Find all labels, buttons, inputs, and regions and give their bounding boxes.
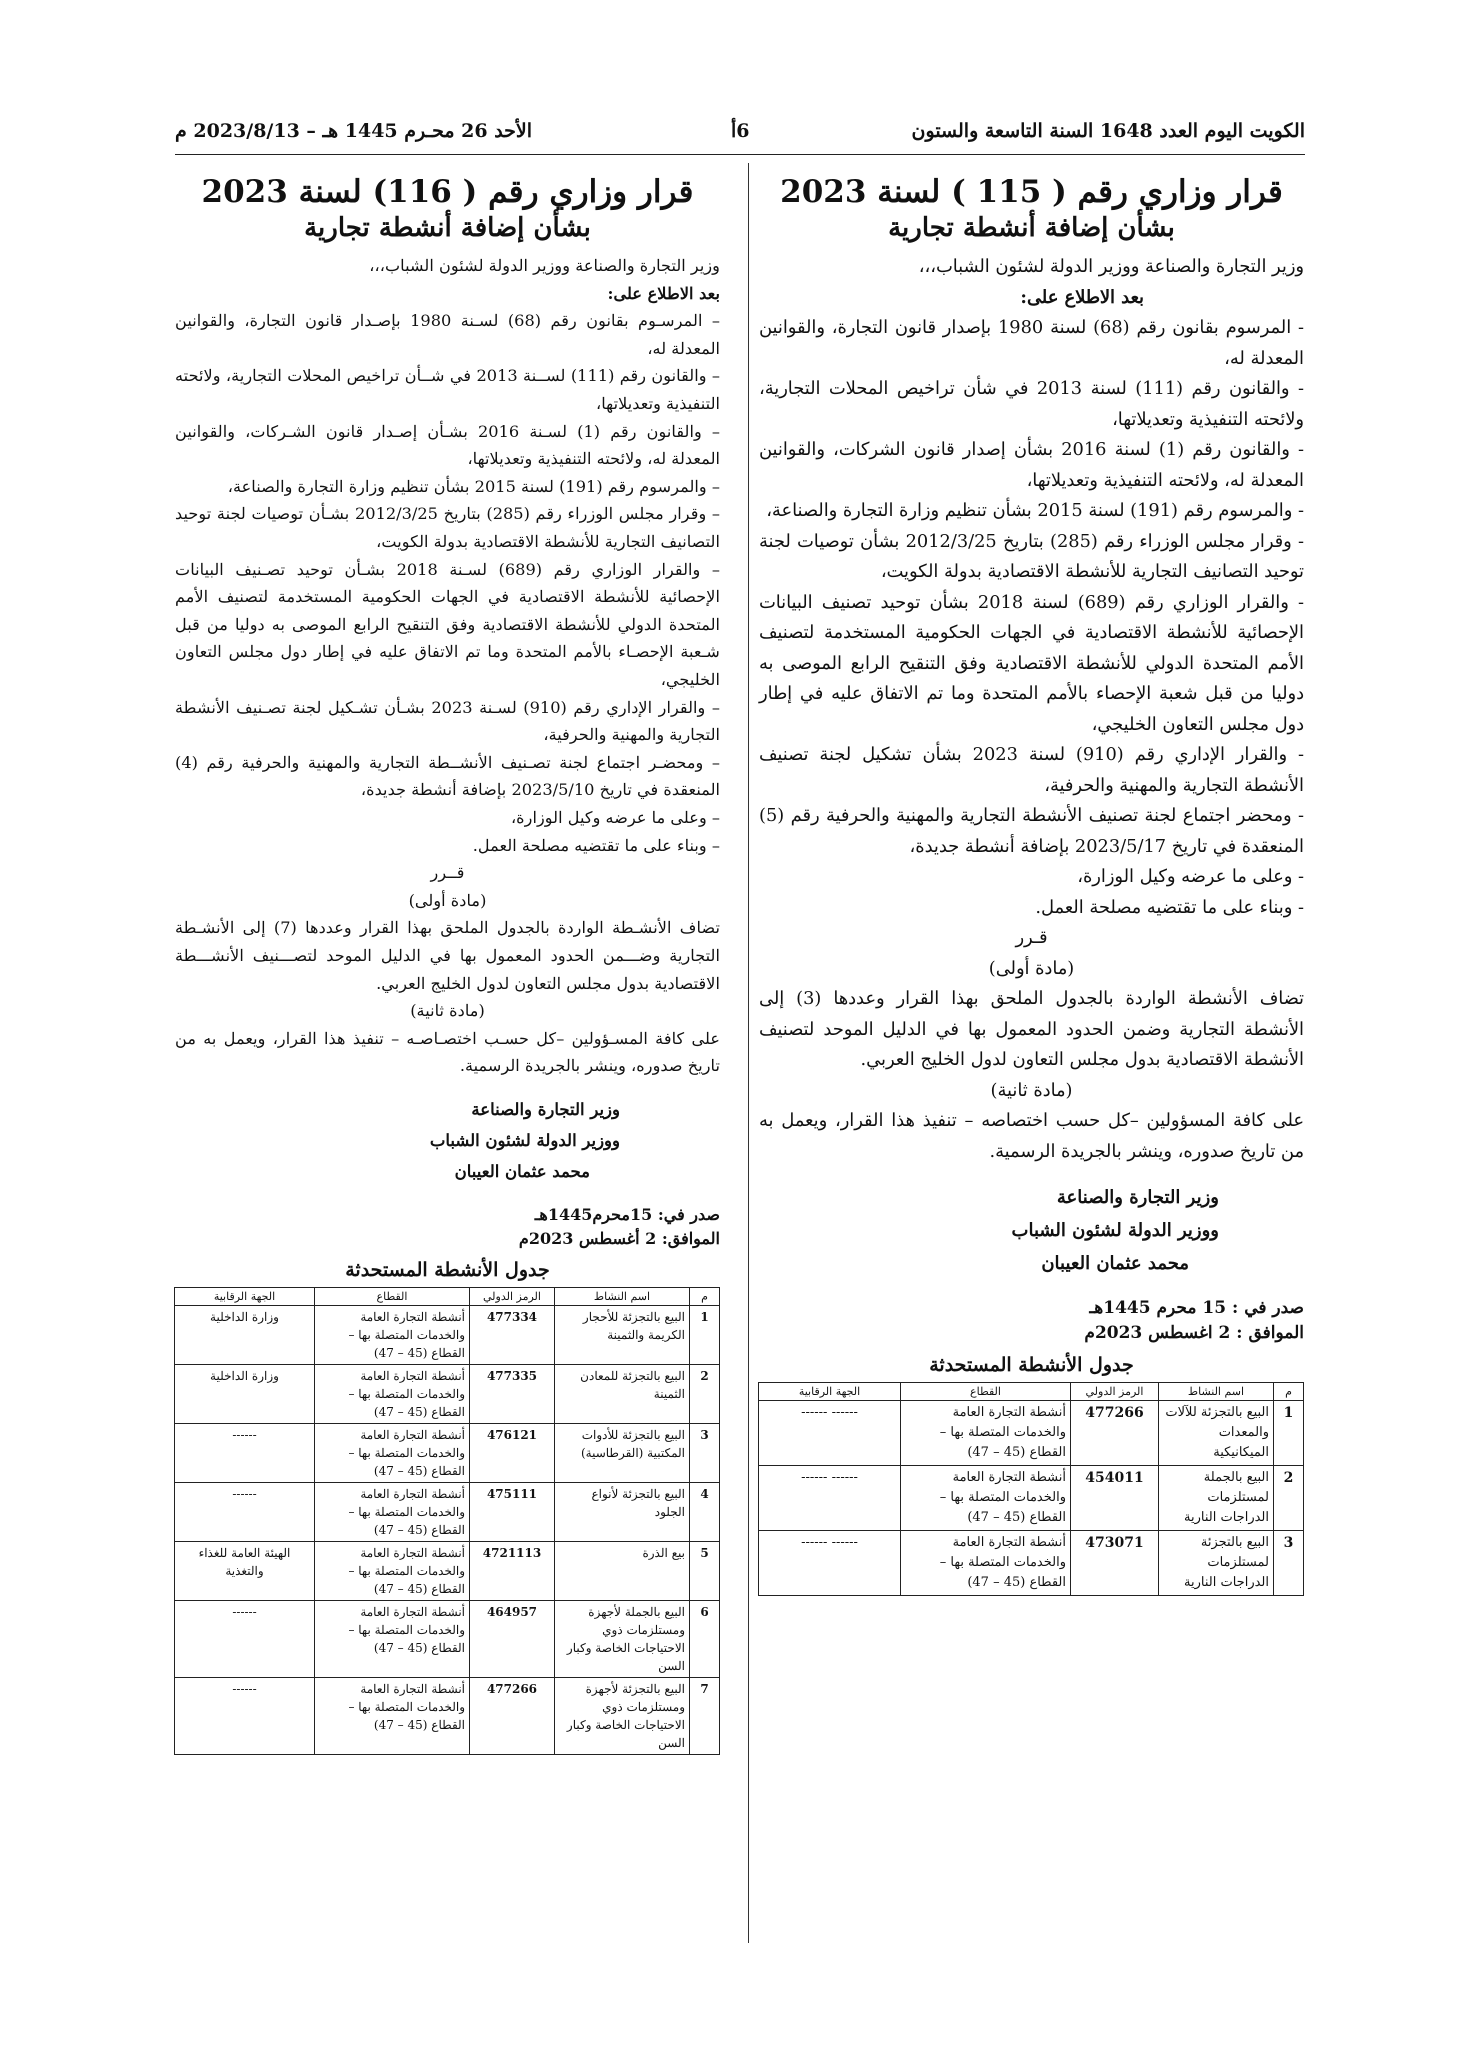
preamble-item: – وبناء على ما تقتضيه مصلحة العمل. bbox=[472, 835, 720, 855]
regulator: ------ ------ bbox=[759, 1531, 901, 1596]
signature-block bbox=[175, 1094, 720, 1187]
sector: أنشطة التجارة العامة والخدمات المتصلة بها – القطاع (45 – 47) bbox=[315, 1482, 470, 1541]
activities-table bbox=[174, 1287, 720, 1755]
activity-name: البيع بالتجزئة لأنواع الجلود bbox=[555, 1482, 690, 1541]
page-header bbox=[175, 118, 1305, 155]
regulator: ------ bbox=[175, 1677, 315, 1754]
issued-hijri: صدر في : 15 محرم 1445هـ bbox=[1089, 1298, 1304, 1319]
article-1-text: تضاف الأنشطة الواردة بالجدول الملحق بهذا القرار وعددها (3) إلى الأنشطة التجارية وضمن الحدود المعمول بها في الدليل الموحد لتصنيف الأنشطة الاقتصادية بدول مجلس التعاون لدول الخليج العربي. bbox=[759, 988, 1304, 1071]
signature-name: محمد عثمان العيبان bbox=[454, 1161, 590, 1181]
intl-code: 477266 bbox=[470, 1677, 555, 1754]
activities-table bbox=[758, 1382, 1304, 1596]
sector: أنشطة التجارة العامة والخدمات المتصلة بها – القطاع (45 – 47) bbox=[901, 1401, 1071, 1466]
decision-115 bbox=[759, 172, 1304, 1596]
signature-line: ووزير الدولة لشئون الشباب bbox=[429, 1130, 620, 1150]
preamble-item: – والقرار الوزاري رقم (689) لسـنة 2018 بشـأن توحيد تصـنيف البيانات الإحصائية للأنشطة الاقتصادية في الجهات الحكومية المستخدمة لتصنيف الأمم المتحدة الدولي للأنشطة الاقتصادية وفق التنقيح الرابع الموصى به دوليا من قبل شـعبة الإحصـاء بالأمم المتحدة وما تم الاتفاق عليه في إطار دول مجلس التعاون الخليجي، bbox=[175, 559, 720, 689]
activity-name: البيع بالتجزئة للأدوات المكتبية (القرطاسية) bbox=[555, 1423, 690, 1482]
preamble-item: - والقانون رقم (1) لسنة 2016 بشأن إصدار قانون الشركات، والقوانين المعدلة له، ولائحته التنفيذية وتعديلاتها، bbox=[759, 439, 1304, 491]
preamble-item: - والقرار الوزاري رقم (689) لسنة 2018 بشأن توحيد تصنيف البيانات الإحصائية للأنشطة الاقتصادية في الجهات الحكومية المستخدمة لتصنيف الأمم المتحدة الدولي للأنشطة الاقتصادية وفق التنقيح الرابع الموصى به دوليا من قبل شعبة الإحصاء بالأمم المتحدة وما تم الاتفاق عليه في إطار دول مجلس التعاون الخليجي، bbox=[759, 591, 1305, 735]
sector: أنشطة التجارة العامة والخدمات المتصلة بها – القطاع (45 – 47) bbox=[315, 1600, 470, 1677]
signature-block bbox=[759, 1181, 1304, 1280]
activity-name: البيع بالتجزئة للآلات والمعدات الميكانيكية bbox=[1159, 1401, 1274, 1466]
article-1-title: (مادة أولى) bbox=[988, 957, 1075, 979]
activity-name: بيع الذرة bbox=[555, 1541, 690, 1600]
article-2-title: (مادة ثانية) bbox=[990, 1079, 1073, 1101]
preamble-item: – والمرسوم رقم (191) لسنة 2015 بشأن تنظيم وزارة التجارة والصناعة، bbox=[227, 476, 720, 496]
issued-hijri: صدر في: 15محرم1445هـ bbox=[534, 1204, 720, 1224]
regulator: وزارة الداخلية bbox=[175, 1305, 315, 1364]
column-header: الجهة الرقابية bbox=[759, 1383, 901, 1401]
article-2-title: (مادة ثانية) bbox=[410, 1001, 485, 1021]
row-number: 7 bbox=[690, 1677, 720, 1754]
row-number: 4 bbox=[690, 1482, 720, 1541]
intl-code: 464957 bbox=[470, 1600, 555, 1677]
sector: أنشطة التجارة العامة والخدمات المتصلة بها – القطاع (45 – 47) bbox=[315, 1305, 470, 1364]
preamble-item: - والقرار الإداري رقم (910) لسنة 2023 بشأن تشكيل لجنة تصنيف الأنشطة التجارية والمهنية والحرفية، bbox=[759, 744, 1304, 796]
table-header-row bbox=[759, 1383, 1304, 1401]
preamble-item: – وقرار مجلس الوزراء رقم (285) بتاريخ 2012/3/25 بشـأن توصيات لجنة توحيد التصانيف التجارية للأنشطة الاقتصادية بدولة الكويت، bbox=[175, 504, 721, 552]
table-row bbox=[759, 1466, 1304, 1531]
column-divider bbox=[748, 163, 749, 1943]
preamble-item: – ومحضـر اجتماع لجنة تصـنيف الأنشــطة التجارية والمهنية والحرفية رقم (4) المنعقدة في تاريخ 2023/5/10 بإضافة أنشطة جديدة، bbox=[175, 752, 720, 800]
activity-name: البيع بالتجزئة للمعادن الثمينة bbox=[555, 1364, 690, 1423]
issue-date-block bbox=[175, 1203, 720, 1251]
preamble-item: – وعلى ما عرضه وكيل الوزارة، bbox=[510, 807, 720, 827]
signature-name: محمد عثمان العيبان bbox=[1041, 1253, 1189, 1275]
intl-code: 476121 bbox=[470, 1423, 555, 1482]
preamble-item: – المرسـوم بقانون رقم (68) لسـنة 1980 بإصـدار قانون التجارة، والقوانين المعدلة له، bbox=[175, 311, 720, 358]
preamble-item: - والمرسوم رقم (191) لسنة 2015 بشأن تنظيم وزارة التجارة والصناعة، bbox=[766, 500, 1304, 522]
row-number: 1 bbox=[690, 1305, 720, 1364]
header-issue-info: الكويت اليوم العدد 1648 السنة التاسعة والستون bbox=[911, 120, 1305, 142]
table-title: جدول الأنشطة المستحدثة bbox=[929, 1354, 1134, 1377]
preamble-minister: وزير التجارة والصناعة ووزير الدولة لشئون الشباب،،، bbox=[369, 256, 720, 276]
decided-label: قـرر bbox=[1015, 927, 1048, 949]
preamble-item: – والقانون رقم (1) لسـنة 2016 بشـأن إصـدار قانون الشـركات، والقوانين المعدلة له، ولائحته التنفيذية وتعديلاتها، bbox=[175, 421, 720, 469]
table-row bbox=[175, 1541, 720, 1600]
column-header: م bbox=[1274, 1383, 1304, 1401]
preamble-item: - المرسوم بقانون رقم (68) لسنة 1980 بإصدار قانون التجارة، والقوانين المعدلة له، bbox=[759, 317, 1304, 369]
sector: أنشطة التجارة العامة والخدمات المتصلة بها – القطاع (45 – 47) bbox=[315, 1364, 470, 1423]
preamble-item: - وبناء على ما تقتضيه مصلحة العمل. bbox=[1035, 896, 1304, 918]
sector: أنشطة التجارة العامة والخدمات المتصلة بها – القطاع (45 – 47) bbox=[901, 1531, 1071, 1596]
signature-line: وزير التجارة والصناعة bbox=[1056, 1187, 1219, 1209]
decision-subtitle: بشأن إضافة أنشطة تجارية bbox=[888, 213, 1175, 244]
article-1-title: (مادة أولى) bbox=[408, 890, 487, 910]
decision-subtitle: بشأن إضافة أنشطة تجارية bbox=[304, 213, 591, 244]
decision-116 bbox=[175, 172, 720, 1755]
sector: أنشطة التجارة العامة والخدمات المتصلة بها – القطاع (45 – 47) bbox=[901, 1466, 1071, 1531]
row-number: 5 bbox=[690, 1541, 720, 1600]
row-number: 3 bbox=[1274, 1531, 1304, 1596]
preamble-after-review: بعد الاطلاع على: bbox=[1020, 286, 1144, 308]
header-page-number: 6أ bbox=[731, 120, 750, 142]
activity-name: البيع بالتجزئة لأجهزة ومستلزمات ذوي الاحتياجات الخاصة وكبار السن bbox=[555, 1677, 690, 1754]
activity-name: البيع بالجملة لمستلزمات الدراجات النارية bbox=[1159, 1466, 1274, 1531]
preamble-item: – والقرار الإداري رقم (910) لسـنة 2023 بشـأن تشـكيل لجنة تصـنيف الأنشطة التجارية والمهنية والحرفية، bbox=[175, 697, 720, 745]
activity-name: البيع بالتجزئة لمستلزمات الدراجات النارية bbox=[1159, 1531, 1274, 1596]
regulator: ------ bbox=[175, 1600, 315, 1677]
regulator: وزارة الداخلية bbox=[175, 1364, 315, 1423]
intl-code: 477266 bbox=[1071, 1401, 1159, 1466]
issue-date-block bbox=[759, 1296, 1304, 1346]
preamble-after-review: بعد الاطلاع على: bbox=[607, 283, 720, 303]
preamble-item: - ومحضر اجتماع لجنة تصنيف الأنشطة التجارية والمهنية والحرفية رقم (5) المنعقدة في تاريخ 2023/5/17 بإضافة أنشطة جديدة، bbox=[759, 805, 1304, 857]
signature-line: وزير التجارة والصناعة bbox=[471, 1099, 620, 1119]
intl-code: 4721113 bbox=[470, 1541, 555, 1600]
table-header-row bbox=[175, 1287, 720, 1305]
decision-title: قرار وزاري رقم ( 116) لسنة 2023 bbox=[201, 174, 694, 210]
sector: أنشطة التجارة العامة والخدمات المتصلة بها – القطاع (45 – 47) bbox=[315, 1677, 470, 1754]
intl-code: 454011 bbox=[1071, 1466, 1159, 1531]
row-number: 2 bbox=[690, 1364, 720, 1423]
issued-gregorian: الموافق : 2 اغسطس 2023م bbox=[1084, 1323, 1304, 1344]
row-number: 1 bbox=[1274, 1401, 1304, 1466]
column-header: القطاع bbox=[315, 1287, 470, 1305]
row-number: 3 bbox=[690, 1423, 720, 1482]
row-number: 2 bbox=[1274, 1466, 1304, 1531]
article-2-text: على كافة المسـؤولين –كل حسـب اختصـاصـه – تنفيذ هذا القرار، ويعمل به من تاريخ صدوره، وينشر بالجريدة الرسمية. bbox=[175, 1028, 720, 1076]
activity-name: البيع بالجملة لأجهزة ومستلزمات ذوي الاحتياجات الخاصة وكبار السن bbox=[555, 1600, 690, 1677]
table-row bbox=[759, 1401, 1304, 1466]
regulator: الهيئة العامة للغذاء والتغذية bbox=[175, 1541, 315, 1600]
intl-code: 473071 bbox=[1071, 1531, 1159, 1596]
header-date: الأحد 26 محـرم 1445 هـ – 2023/8/13 م bbox=[175, 120, 533, 142]
table-row bbox=[175, 1305, 720, 1364]
column-header: القطاع bbox=[901, 1383, 1071, 1401]
preamble-item: - وقرار مجلس الوزراء رقم (285) بتاريخ 2012/3/25 بشأن توصيات لجنة توحيد التصانيف التجارية للأنشطة الاقتصادية بدولة الكويت، bbox=[759, 530, 1304, 583]
table-row bbox=[175, 1677, 720, 1754]
regulator: ------ bbox=[175, 1482, 315, 1541]
preamble-item: – والقانون رقم (111) لســنة 2013 في شــأن تراخيص المحلات التجارية، ولائحته التنفيذية وتعديلاتها، bbox=[175, 366, 720, 414]
preamble-item: - والقانون رقم (111) لسنة 2013 في شأن تراخيص المحلات التجارية، ولائحته التنفيذية وتعديلاتها، bbox=[759, 378, 1304, 430]
column-header: الرمز الدولي bbox=[470, 1287, 555, 1305]
column-header: م bbox=[690, 1287, 720, 1305]
table-row bbox=[175, 1482, 720, 1541]
row-number: 6 bbox=[690, 1600, 720, 1677]
decided-label: قــرر bbox=[430, 863, 465, 883]
article-1-text: تضاف الأنشـطة الواردة بالجدول الملحق بهذا القرار وعددها (7) إلى الأنشـطة التجارية وضـــمن الحدود المعمول بها في الدليل الموحد لتصـــنيف الأنشـــطة الاقتصادية بدول مجلس التعاون لدول الخليج العربي. bbox=[175, 918, 720, 993]
regulator: ------ ------ bbox=[759, 1466, 901, 1531]
sector: أنشطة التجارة العامة والخدمات المتصلة بها – القطاع (45 – 47) bbox=[315, 1541, 470, 1600]
column-header: الرمز الدولي bbox=[1071, 1383, 1159, 1401]
intl-code: 477334 bbox=[470, 1305, 555, 1364]
decision-title: قرار وزاري رقم ( 115 ) لسنة 2023 bbox=[780, 174, 1283, 210]
column-header: الجهة الرقابية bbox=[175, 1287, 315, 1305]
intl-code: 475111 bbox=[470, 1482, 555, 1541]
table-row bbox=[175, 1364, 720, 1423]
preamble-minister: وزير التجارة والصناعة ووزير الدولة لشئون الشباب،،، bbox=[918, 256, 1304, 278]
signature-line: ووزير الدولة لشئون الشباب bbox=[1011, 1220, 1219, 1242]
article-2-text: على كافة المسؤولين –كل حسب اختصاصه – تنفيذ هذا القرار، ويعمل به من تاريخ صدوره، وينشر بالجريدة الرسمية. bbox=[759, 1110, 1304, 1162]
column-header: اسم النشاط bbox=[555, 1287, 690, 1305]
table-row bbox=[759, 1531, 1304, 1596]
regulator: ------ bbox=[175, 1423, 315, 1482]
table-title: جدول الأنشطة المستحدثة bbox=[345, 1258, 550, 1281]
preamble-item: - وعلى ما عرضه وكيل الوزارة، bbox=[1077, 866, 1304, 888]
table-row bbox=[175, 1423, 720, 1482]
activity-name: البيع بالتجزئة للأحجار الكريمة والثمينة bbox=[555, 1305, 690, 1364]
table-row bbox=[175, 1600, 720, 1677]
column-header: اسم النشاط bbox=[1159, 1383, 1274, 1401]
issued-gregorian: الموافق: 2 أغسطس 2023م bbox=[518, 1228, 720, 1248]
intl-code: 477335 bbox=[470, 1364, 555, 1423]
regulator: ------ ------ bbox=[759, 1401, 901, 1466]
sector: أنشطة التجارة العامة والخدمات المتصلة بها – القطاع (45 – 47) bbox=[315, 1423, 470, 1482]
